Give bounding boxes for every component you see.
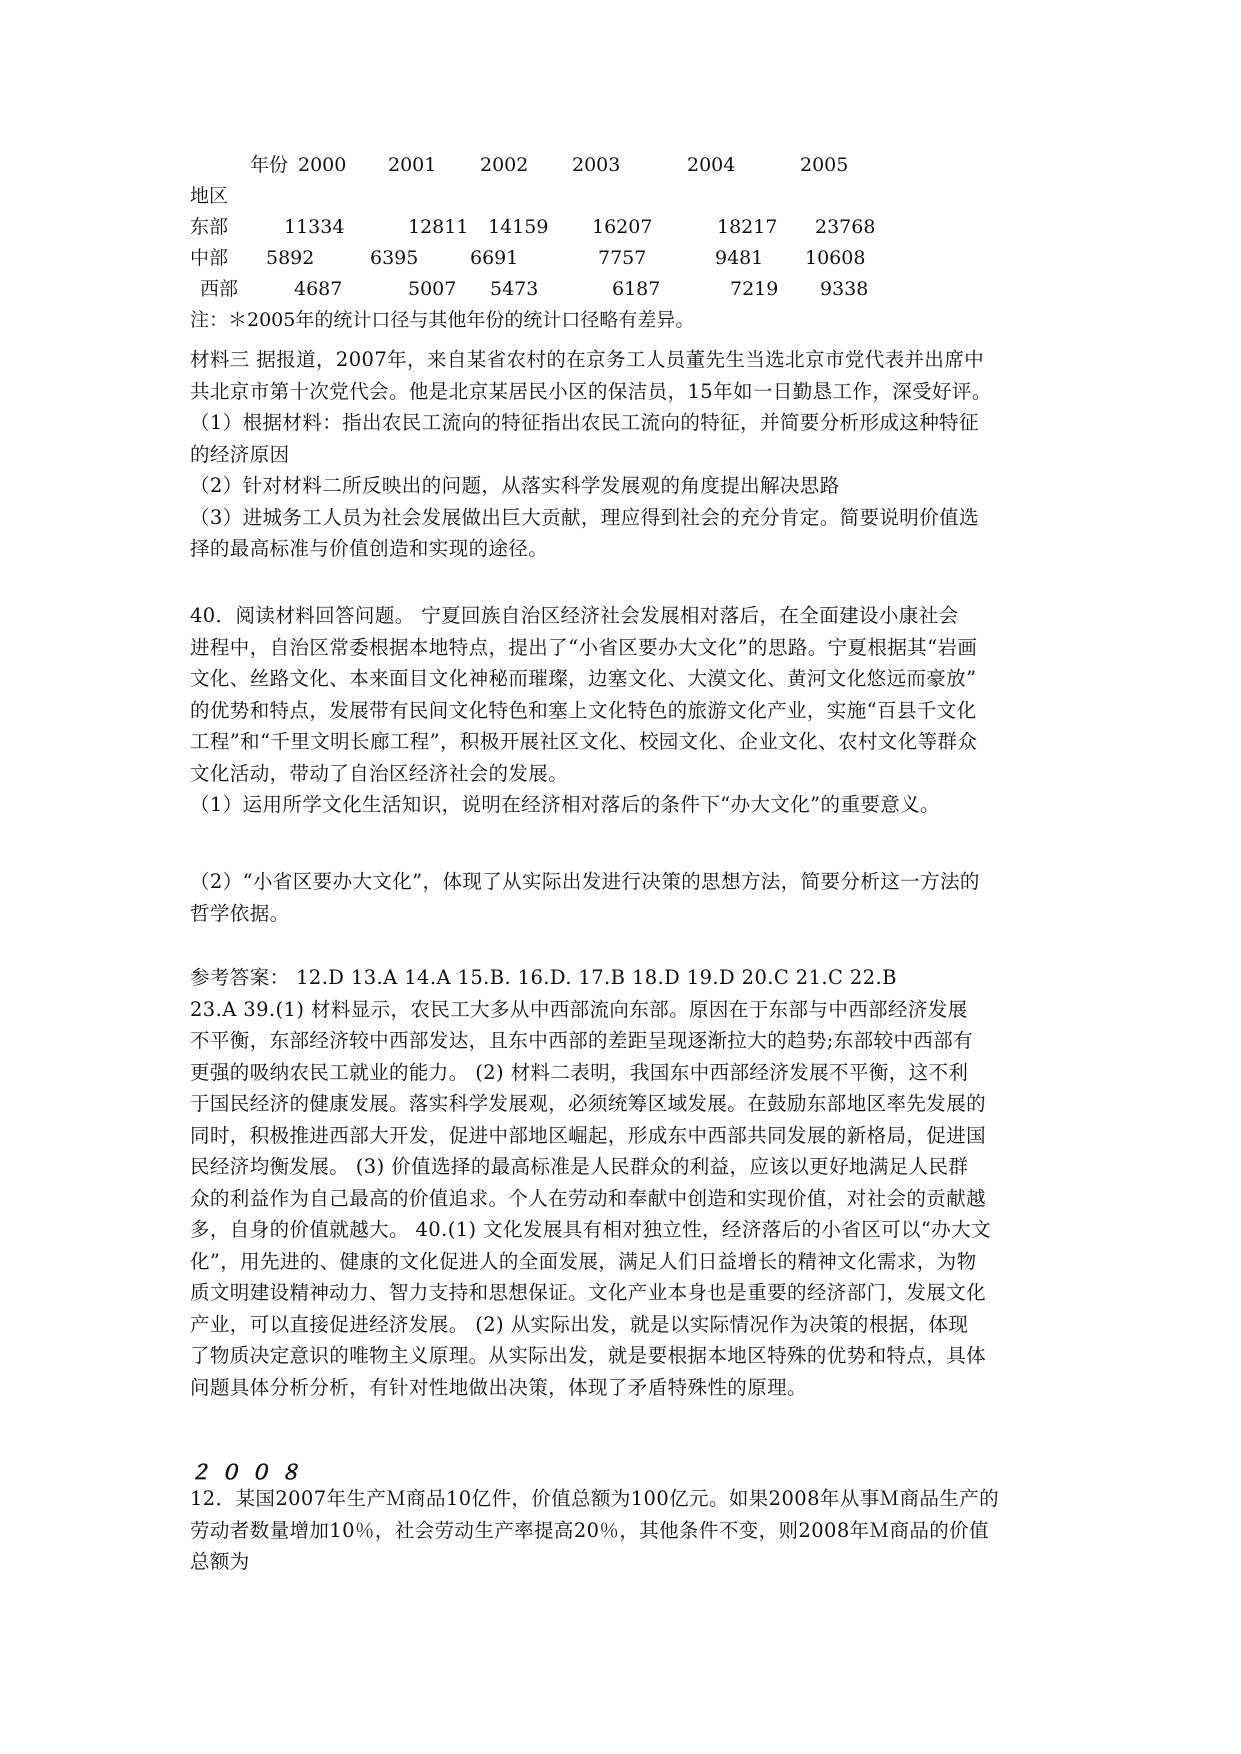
region-cell: 西部	[200, 278, 239, 300]
value-cell: 4687	[294, 278, 343, 300]
year-header-cell: 2005	[800, 154, 849, 176]
table-header-row	[190, 150, 910, 181]
text-line: 不平衡，东部经济较中西部发达，且东中西部的差距呈现逐渐拉大的趋势;东部较中西部有	[190, 1029, 974, 1052]
value-cell: 6395	[370, 247, 419, 269]
text-line: 更强的吸纳农民工就业的能力。 (2) 材料二表明，我国东中西部经济发展不平衡，这不利	[190, 1060, 969, 1084]
value-cell: 9338	[820, 278, 869, 300]
value-cell: 14159	[488, 216, 549, 238]
text-line: 劳动者数量增加10％，社会劳动生产率提高20％，其他条件不变，则2008年Ｍ商品的价值	[190, 1518, 989, 1542]
text-line: 的经济原因	[190, 442, 290, 466]
table-row	[190, 212, 910, 243]
text-line: （1）根据材料：指出农民工流向的特征指出农民工流向的特征，并简要分析形成这种特征	[190, 411, 979, 434]
text-line: 工程”和“千里文明长廊工程”，积极开展社区文化、校园文化、企业文化、农村文化等群众	[190, 730, 978, 753]
text-line: 总额为	[190, 1550, 250, 1573]
region-cell: 东部	[190, 216, 229, 238]
text-line: 择的最高标准与价值创造和实现的途径。	[190, 537, 549, 560]
year-header-cell: 2004	[687, 154, 736, 176]
text-line: 多，自身的价值就越大。 40.(1) 文化发展具有相对独立性，经济落后的小省区可以“办大文	[190, 1218, 991, 1241]
value-cell: 18217	[717, 216, 778, 238]
value-cell: 12811	[408, 216, 469, 238]
material-three-paragraph	[190, 344, 1050, 407]
question-40-block	[190, 600, 1050, 821]
text-line: 进程中，自治区常委根据本地特点，提出了“小省区要办大文化”的思路。宁夏根据其“岩画	[190, 635, 978, 659]
value-cell: 9481	[715, 247, 764, 269]
region-year-table	[190, 150, 910, 336]
year-header-cell: 2002	[480, 154, 529, 176]
text-line: （2）针对材料二所反映出的问题，从落实科学发展观的角度提出解决思路	[190, 474, 840, 497]
year-header-cell: 2000	[298, 154, 347, 176]
value-cell: 7757	[598, 247, 647, 269]
text-line: 40．阅读材料回答问题。 宁夏回族自治区经济社会发展相对落后，在全面建设小康社会	[190, 604, 959, 627]
text-line: （3）进城务工人员为社会发展做出巨大贡献，理应得到社会的充分肯定。简要说明价值选	[190, 505, 979, 529]
text-line: 了物质决定意识的唯物主义原理。从实际出发，就是要根据本地区特殊的优势和特点，具体	[190, 1344, 987, 1367]
year-header-cell: 2001	[388, 154, 437, 176]
text-line: 文化活动，带动了自治区经济社会的发展。	[190, 761, 569, 785]
section-year-heading: ２００８	[190, 1460, 310, 1484]
table-note-text: 注：＊2005年的统计口径与其他年份的统计口径略有差异。	[190, 309, 695, 331]
text-line: 产业，可以直接促进经济发展。 (2) 从实际出发，就是以实际情况作为决策的根据，体现	[190, 1312, 969, 1336]
value-cell: 10608	[805, 247, 866, 269]
year-header-cell: 2003	[572, 154, 621, 176]
text-line: 民经济均衡发展。 (3) 价值选择的最高标准是人民群众的利益，应该以更好地满足人民群	[190, 1155, 969, 1178]
value-cell: 6187	[612, 278, 661, 300]
reference-answers	[190, 962, 1050, 1403]
year-header-label: 年份	[250, 154, 289, 176]
text-line: 的优势和特点，发展带有民间文化特色和塞上文化特色的旅游文化产业，实施“百县千文化	[190, 698, 977, 722]
text-line: 材料三 据报道，2007年，来自某省农村的在京务工人员董先生当选北京市党代表并出席中	[190, 348, 985, 371]
value-cell: 5473	[490, 278, 539, 300]
value-cell: 11334	[284, 216, 345, 238]
text-line: 化”，用先进的、健康的文化促进人的全面发展，满足人们日益增长的精神文化需求，为物	[190, 1249, 977, 1273]
question-39-block	[190, 407, 1050, 565]
value-cell: 5892	[266, 247, 315, 269]
region-header-label: 地区	[190, 185, 229, 207]
value-cell: 7219	[730, 278, 779, 300]
text-line: 众的利益作为自己最高的价值追求。个人在劳动和奉献中创造和实现价值，对社会的贡献越	[190, 1186, 987, 1210]
text-line: 12．某国2007年生产Ｍ商品10亿件，价值总额为100亿元。如果2008年从事Ｍ商品生产的	[190, 1487, 999, 1510]
value-cell: 6691	[470, 247, 519, 269]
value-cell: 16207	[592, 216, 653, 238]
question-12-2008	[190, 1483, 1050, 1578]
region-cell: 中部	[190, 247, 229, 269]
value-cell: 23768	[815, 216, 876, 238]
table-row	[190, 274, 910, 305]
text-line: 23.A 39.(1) 材料显示，农民工大多从中西部流向东部。原因在于东部与中西部经济发展	[190, 997, 968, 1021]
text-line: （2）“小省区要办大文化”，体现了从实际出发进行决策的思想方法，简要分析这一方法的	[190, 870, 980, 893]
region-label-row	[190, 181, 910, 212]
text-line: 同时，积极推进西部大开发，促进中部地区崛起，形成东中西部共同发展的新格局，促进国	[190, 1123, 987, 1147]
text-line: 文化、丝路文化、本来面目文化神秘而璀璨，边塞文化、大漠文化、黄河文化悠远而豪放”	[190, 667, 977, 690]
table-row	[190, 243, 910, 274]
table-note	[190, 305, 910, 336]
question-40-part2	[190, 866, 1050, 929]
text-line: 于国民经济的健康发展。落实科学发展观，必须统筹区域发展。在鼓励东部地区率先发展的	[190, 1092, 987, 1115]
text-line: 质文明建设精神动力、智力支持和思想保证。文化产业本身也是重要的经济部门，发展文化	[190, 1281, 987, 1304]
text-line: 问题具体分析分析，有针对性地做出决策，体现了矛盾特殊性的原理。	[190, 1375, 807, 1399]
text-line: 参考答案： 12.D 13.A 14.A 15.B. 16.D. 17.B 18.D 19.D 20.C 21.C 22.B	[190, 966, 897, 989]
text-line: （1）运用所学文化生活知识，说明在经济相对落后的条件下“办大文化”的重要意义。	[190, 793, 940, 816]
text-line: 哲学依据。	[190, 901, 290, 925]
text-line: 共北京市第十次党代会。他是北京某居民小区的保洁员，15年如一日勤恳工作，深受好评。	[190, 379, 992, 403]
value-cell: 5007	[408, 278, 457, 300]
